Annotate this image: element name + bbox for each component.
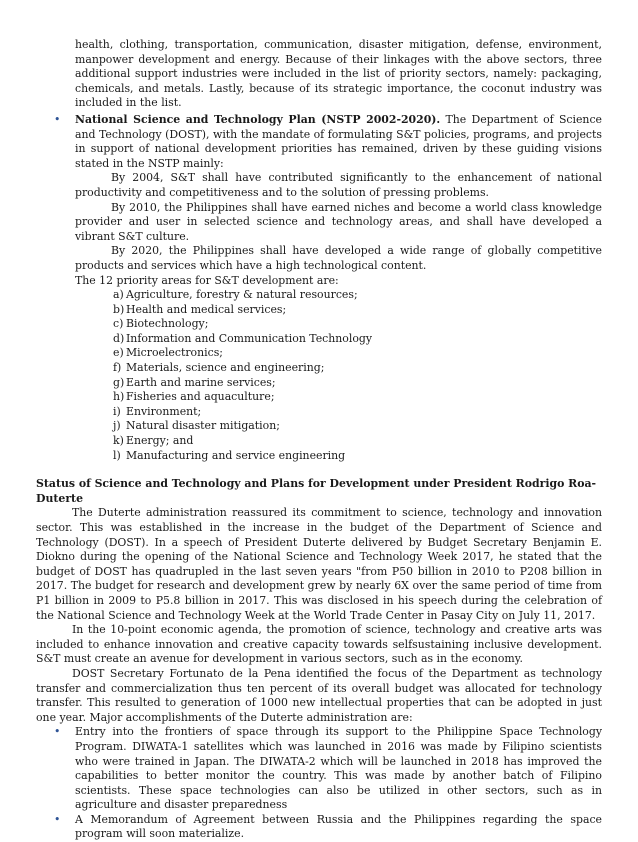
vision-2020: By 2020, the Philippines shall have developed a wide range of globally competitive products and services which have a high technological content. [75,244,602,272]
section-heading: Status of Science and Technology and Plans for Development under President Rodrigo Roa-Duterte [36,477,597,505]
list-item: g) Earth and marine services; [113,375,276,389]
section-paragraph-2: In the 10-point economic agenda, the promotion of science, technology and creative arts was included to enhance innovation and creative capacity towards selfsustaining inclusive development. S&T must create an avenue for development in various sectors, such as in the economy. [36,623,602,666]
list-item: c) Biotechnology; [113,317,209,331]
list-item: k) Energy; and [113,434,194,448]
list-item: a) Agriculture, forestry & natural resources; [113,288,358,302]
vision-2004: By 2004, S&T shall have contributed significantly to the enhancement of national productivity and competitiveness and to the solution of pressing problems. [75,171,602,199]
document-page [36,38,602,842]
bullet-icon: • [54,812,61,826]
nstp-paragraph [75,113,602,171]
nstp-visions [36,171,602,288]
intro-continuation: health, clothing, transportation, communication, disaster mitigation, defense, environment, manpower development and energy. Because of their linkages with the above sectors, three additional support industries were included in the list of priority sectors, namely: packaging, chemicals, and metals. Lastly, because of its strategic importance, the coconut industry was included in the list. [75,38,602,110]
priority-intro: The 12 priority areas for S&T development are: [75,273,339,287]
list-item: d) Information and Communication Technology [113,331,373,345]
accomplishment-text: Entry into the frontiers of space through its support to the Philippine Space Technology Program. DIWATA-1 satellites which was launched in 2016 was made by Filipino scientists who were trained in Japan. The DIWATA-2 which will be launched in 2018 has improved the capabilities to better monitor the country. This was made by another batch of Filipino scientists. These space technologies can also be utilized in other sectors, such as in agriculture and disaster preparedness [75,725,602,812]
section-paragraph-3: DOST Secretary Fortunato de la Pena identified the focus of the Department as technology transfer and commercialization thus ten percent of its overall budget was allocated for technology transfer. This resulted to generation of 1000 new intellectual properties that can be adopted in just one year. Major accomplishments of the Duterte administration are: [36,666,602,724]
list-item: l) Manufacturing and service engineering [113,448,346,462]
bullet-icon: • [54,112,61,126]
accomplishment-bullet-item [36,725,602,813]
list-item: f) Materials, science and engineering; [113,361,325,375]
list-item: i) Environment; [113,404,202,418]
list-item: h) Fisheries and aquaculture; [113,390,275,404]
priority-areas-list [36,288,602,463]
section-paragraph-1: The Duterte administration reassured its commitment to science, technology and innovation sector. This was established in the increase in the budget of the Department of Science and Technology (DOST). In a speech of President Duterte delivered by Budget Secretary Benjamin E. Diokno during the opening of the National Science and Technology Week 2017, he stated that the budget of DOST has quadrupled in the last seven years "from P50 billion in 2010 to P208 billion in 2017. The budget for research and development grew by nearly 6X over the same period of time from P1 billion in 2009 to P5.8 billion in 2017. This was disclosed in his speech during the celebration of the National Science and Technology Week at the World Trade Center in Pasay City on July 11, 2017. [36,506,602,622]
nstp-bullet-item [36,113,602,171]
accomplishment-bullet-item [36,813,602,842]
list-item: j) Natural disaster mitigation; [113,419,280,433]
nstp-title: National Science and Technology Plan (NSTP 2002-2020). [75,112,441,126]
nstp-text: The Department of Science and Technology (DOST), with the mandate of formulating S&T policies, programs, and projects in support of national development priorities has remained, driven by these guiding visions stated in the NSTP mainly: [75,112,602,170]
accomplishment-text: A Memorandum of Agreement between Russia and the Philippines regarding the space program will soon materialize. [75,812,602,841]
bullet-icon: • [54,725,61,739]
list-item: e) Microelectronics; [113,346,223,360]
vision-2010: By 2010, the Philippines shall have earned niches and become a world class knowledge provider and user in selected science and technology areas, and shall have developed a vibrant S&T culture. [75,200,602,243]
list-item: b) Health and medical services; [113,302,287,316]
